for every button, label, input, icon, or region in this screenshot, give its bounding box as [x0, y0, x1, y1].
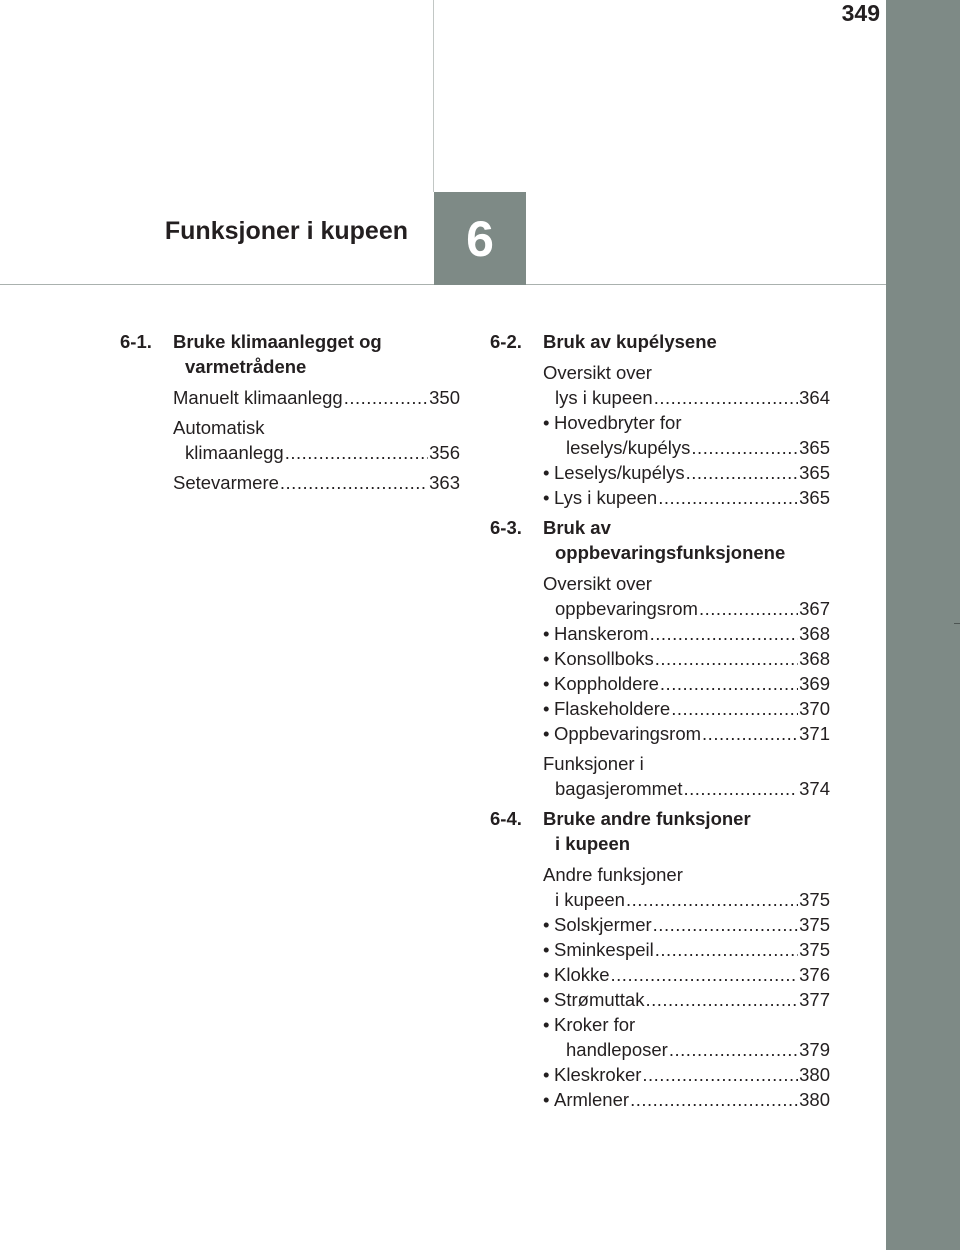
page-ref[interactable]: 376	[799, 964, 830, 985]
entry-text: Hovedbryter for	[554, 412, 682, 433]
toc-entry-line	[173, 415, 460, 440]
toc-entry[interactable]	[543, 360, 830, 410]
page-ref[interactable]: 368	[799, 648, 830, 669]
page-ref[interactable]: 350	[429, 387, 460, 408]
section-title-line: Bruk av	[543, 517, 611, 538]
toc-subentry[interactable]	[543, 621, 830, 646]
toc-subentry-line	[554, 435, 830, 460]
section-title-line: varmetrådene	[185, 356, 307, 377]
section-title[interactable]	[490, 329, 830, 354]
toc-subentry[interactable]	[543, 646, 830, 671]
toc-subentry[interactable]	[543, 937, 830, 962]
toc-subentry-line	[554, 460, 830, 485]
entry-text: Oppbevaringsrom	[554, 723, 702, 744]
toc-subentry-line	[554, 937, 830, 962]
section-number: 6-2.	[490, 331, 522, 352]
dot-leader	[654, 385, 798, 410]
toc-subentry[interactable]	[543, 696, 830, 721]
toc-subentry[interactable]	[543, 485, 830, 510]
toc-entry-line	[543, 385, 830, 410]
section-title[interactable]	[490, 515, 830, 565]
toc-subentry-line	[554, 696, 830, 721]
dot-leader	[285, 440, 428, 465]
dot-leader	[699, 596, 798, 621]
toc-subentry-line	[554, 646, 830, 671]
entry-text: oppbevaringsrom	[555, 598, 698, 619]
dot-leader	[702, 721, 798, 746]
bullet-icon: •	[543, 1089, 550, 1110]
section-title-line: Bruke klimaanlegget og	[173, 331, 382, 352]
toc-subentry-line	[554, 485, 830, 510]
entry-text: leselys/kupélys	[566, 437, 691, 458]
toc-subentry[interactable]	[543, 410, 830, 460]
section-title-line: Bruke andre funksjoner	[543, 808, 751, 829]
toc-subentry[interactable]	[543, 1012, 830, 1062]
bullet-icon: •	[543, 648, 550, 669]
toc-subentry[interactable]	[543, 1062, 830, 1087]
bullet-icon: •	[543, 623, 550, 644]
toc-entry-line	[543, 596, 830, 621]
entry-text: Funksjoner i	[543, 753, 644, 774]
toc-entry-line	[543, 862, 830, 887]
entry-text: handleposer	[566, 1039, 668, 1060]
dot-leader	[626, 887, 798, 912]
page-number: 349	[841, 0, 880, 26]
page-ref[interactable]: 375	[799, 889, 830, 910]
page-ref[interactable]: 364	[799, 387, 830, 408]
bullet-icon: •	[543, 989, 550, 1010]
page-ref[interactable]: 375	[799, 939, 830, 960]
toc-subentry[interactable]	[543, 987, 830, 1012]
toc-entry[interactable]	[543, 862, 830, 912]
toc-subentry-line	[554, 621, 830, 646]
page-ref[interactable]: 356	[429, 442, 460, 463]
entry-text: Oversikt over	[543, 573, 652, 594]
toc-entry[interactable]	[173, 385, 460, 410]
toc-subentry[interactable]	[543, 1087, 830, 1112]
toc-subentry[interactable]	[543, 671, 830, 696]
toc-subentry-line	[554, 410, 830, 435]
toc-entry[interactable]	[173, 470, 460, 495]
toc-subentry-line	[554, 1062, 830, 1087]
toc-entry-line	[543, 360, 830, 385]
page-ref[interactable]: 363	[429, 472, 460, 493]
bullet-icon: •	[543, 698, 550, 719]
page-ref[interactable]: 367	[799, 598, 830, 619]
entry-text: bagasjerommet	[555, 778, 683, 799]
chapter-number-box: 6	[434, 192, 526, 285]
page-ref[interactable]: 365	[799, 487, 830, 508]
dot-leader	[660, 671, 798, 696]
toc-entry-line	[543, 571, 830, 596]
section-title[interactable]	[120, 329, 460, 379]
dot-leader	[642, 1062, 798, 1087]
toc-entry-line	[173, 470, 460, 495]
page-ref[interactable]: 371	[799, 723, 830, 744]
page-ref[interactable]: 374	[799, 778, 830, 799]
toc-subentry[interactable]	[543, 962, 830, 987]
entry-text: Solskjermer	[554, 914, 652, 935]
toc-entry[interactable]	[543, 571, 830, 621]
entry-text: Automatisk	[173, 417, 265, 438]
entry-text: Manuelt klimaanlegg	[173, 387, 343, 408]
entry-text: Oversikt over	[543, 362, 652, 383]
toc-subentry-line	[554, 1037, 830, 1062]
toc-right-column	[490, 329, 830, 1117]
entry-text: lys i kupeen	[555, 387, 653, 408]
entry-text: Lys i kupeen	[554, 487, 658, 508]
toc-section	[490, 806, 830, 856]
page-ref[interactable]: 365	[799, 437, 830, 458]
dot-leader	[655, 646, 798, 671]
section-number: 6-4.	[490, 808, 522, 829]
dot-leader	[611, 962, 799, 987]
entry-text: i kupeen	[555, 889, 625, 910]
entry-text: Strømuttak	[554, 989, 645, 1010]
entry-text: Setevarmere	[173, 472, 279, 493]
toc-subentry-line	[554, 987, 830, 1012]
entry-text: klimaanlegg	[185, 442, 284, 463]
toc-subentry-line	[554, 1087, 830, 1112]
bullet-icon: •	[543, 487, 550, 508]
entry-text: Klokke	[554, 964, 610, 985]
page-ref[interactable]: 377	[799, 989, 830, 1010]
page-ref[interactable]: 365	[799, 462, 830, 483]
toc-left-column	[120, 329, 460, 500]
entry-text: Kleskroker	[554, 1064, 642, 1085]
bullet-icon: •	[543, 462, 550, 483]
toc-entry-line	[173, 385, 460, 410]
toc-entry-line	[543, 776, 830, 801]
bullet-icon: •	[543, 723, 550, 744]
toc-subentry[interactable]	[543, 460, 830, 485]
toc-entry-line	[543, 887, 830, 912]
section-number: 6-1.	[120, 331, 152, 352]
toc-entry[interactable]	[173, 415, 460, 465]
toc-subentry-line	[554, 962, 830, 987]
dot-leader	[280, 470, 428, 495]
page-ref[interactable]: 370	[799, 698, 830, 719]
entry-text: Leselys/kupélys	[554, 462, 685, 483]
toc-subentry[interactable]	[543, 721, 830, 746]
bullet-icon: •	[543, 1064, 550, 1085]
toc-subentry-line	[554, 912, 830, 937]
entry-text: Kroker for	[554, 1014, 636, 1035]
dot-leader	[686, 460, 799, 485]
dot-leader	[669, 1037, 798, 1062]
entry-text: Flaskeholdere	[554, 698, 671, 719]
entry-text: Koppholdere	[554, 673, 659, 694]
chapter-title: Funksjoner i kupeen	[164, 217, 408, 245]
toc-entry[interactable]	[543, 751, 830, 801]
dot-leader	[645, 987, 798, 1012]
dot-leader	[684, 776, 799, 801]
bullet-icon: •	[543, 673, 550, 694]
dot-leader	[650, 621, 799, 646]
section-title-line: Bruk av kupélysene	[543, 331, 717, 352]
toc-section	[490, 329, 830, 354]
dot-leader	[655, 937, 798, 962]
dot-leader	[630, 1087, 798, 1112]
toc-subentry-line	[554, 671, 830, 696]
dot-leader	[691, 435, 798, 460]
entry-text: Sminkespeil	[554, 939, 654, 960]
entry-text: Hanskerom	[554, 623, 649, 644]
header-vertical-rule	[433, 0, 434, 192]
toc-section	[490, 515, 830, 565]
spacer	[490, 1112, 830, 1117]
dot-leader	[671, 696, 798, 721]
dot-leader	[658, 485, 798, 510]
page-ref[interactable]: 369	[799, 673, 830, 694]
bullet-icon: •	[543, 939, 550, 960]
bullet-icon: •	[543, 412, 550, 433]
entry-text: Konsollboks	[554, 648, 654, 669]
toc-subentry-line	[554, 721, 830, 746]
page-ref[interactable]: 380	[799, 1089, 830, 1110]
section-title-line: oppbevaringsfunksjonene	[555, 542, 786, 563]
bullet-icon: •	[543, 1014, 550, 1035]
dot-leader	[344, 385, 428, 410]
bullet-icon: •	[543, 914, 550, 935]
toc-entry-line	[543, 751, 830, 776]
entry-text: Armlener	[554, 1089, 630, 1110]
bullet-icon: •	[543, 964, 550, 985]
chapter-sidebar-tab	[886, 0, 960, 1250]
page-ref[interactable]: 379	[799, 1039, 830, 1060]
toc-entry-line	[173, 440, 460, 465]
page-ref[interactable]: 368	[799, 623, 830, 644]
toc-section	[120, 329, 460, 379]
dot-leader	[653, 912, 798, 937]
section-title[interactable]	[490, 806, 830, 856]
page-ref[interactable]: 375	[799, 914, 830, 935]
entry-text: Andre funksjoner	[543, 864, 683, 885]
section-number: 6-3.	[490, 517, 522, 538]
sidebar-tick-mark	[954, 623, 960, 624]
toc-subentry-line	[554, 1012, 830, 1037]
section-title-line: i kupeen	[555, 833, 631, 854]
toc-subentry[interactable]	[543, 912, 830, 937]
page-ref[interactable]: 380	[799, 1064, 830, 1085]
